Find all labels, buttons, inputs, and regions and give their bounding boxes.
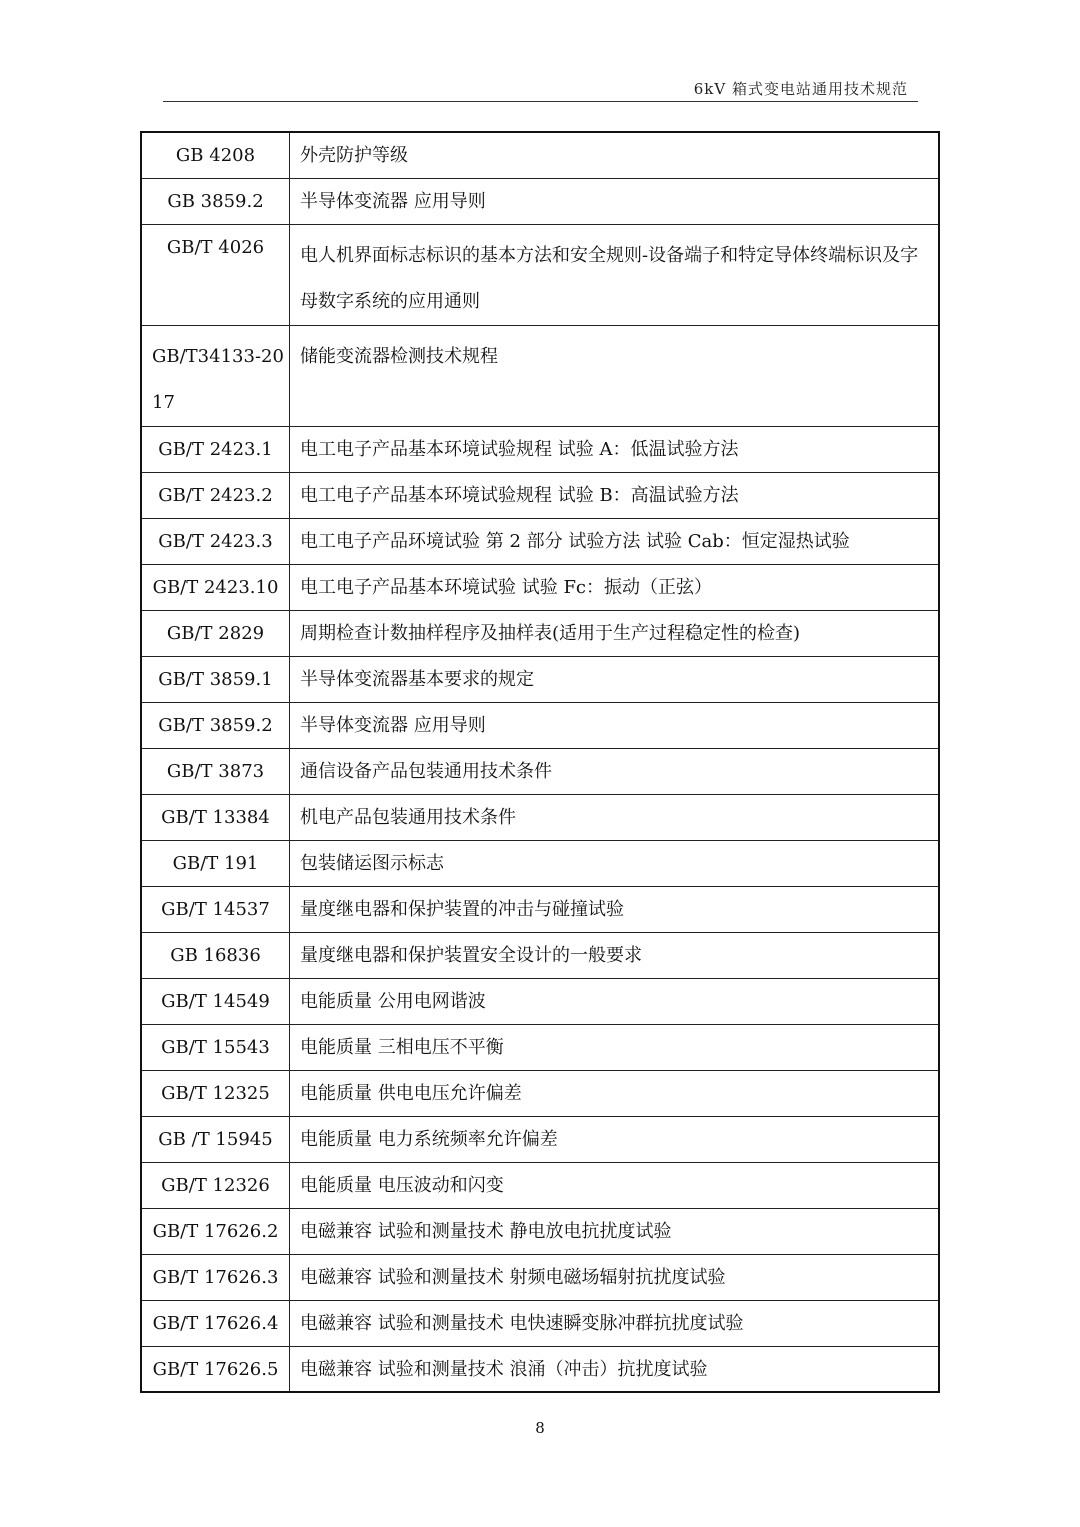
standard-title: 外壳防护等级 [290, 132, 940, 178]
standard-title: 电磁兼容 试验和测量技术 射频电磁场辐射抗扰度试验 [290, 1254, 940, 1300]
standard-title: 电工电子产品环境试验 第 2 部分 试验方法 试验 Cab：恒定湿热试验 [290, 518, 940, 564]
standard-code: GB/T 17626.5 [141, 1346, 290, 1392]
standard-code: GB/T 13384 [141, 794, 290, 840]
standard-title: 电工电子产品基本环境试验规程 试验 B：高温试验方法 [290, 472, 940, 518]
standard-title: 电能质量 三相电压不平衡 [290, 1024, 940, 1070]
table-row [141, 224, 939, 325]
standards-table [140, 131, 940, 1393]
standard-title: 电能质量 电压波动和闪变 [290, 1162, 940, 1208]
standard-title: 电能质量 供电电压允许偏差 [290, 1070, 940, 1116]
standard-code: GB 4208 [141, 132, 290, 178]
standard-title: 量度继电器和保护装置安全设计的一般要求 [290, 932, 940, 978]
standard-code: GB/T 12326 [141, 1162, 290, 1208]
standard-code: GB/T 4026 [141, 224, 290, 325]
standard-code: GB/T 3859.2 [141, 702, 290, 748]
table-row [141, 1070, 939, 1116]
standard-title: 电磁兼容 试验和测量技术 浪涌（冲击）抗扰度试验 [290, 1346, 940, 1392]
standard-code: GB/T34133-2017 [141, 325, 290, 426]
standard-title: 包装储运图示标志 [290, 840, 940, 886]
table-row [141, 748, 939, 794]
standard-title: 电能质量 电力系统频率允许偏差 [290, 1116, 940, 1162]
standard-title: 电磁兼容 试验和测量技术 静电放电抗扰度试验 [290, 1208, 940, 1254]
table-row [141, 886, 939, 932]
standard-code: GB/T 2423.3 [141, 518, 290, 564]
standard-title: 电磁兼容 试验和测量技术 电快速瞬变脉冲群抗扰度试验 [290, 1300, 940, 1346]
table-row [141, 794, 939, 840]
table-row [141, 1162, 939, 1208]
standard-title: 电工电子产品基本环境试验 试验 Fc：振动（正弦） [290, 564, 940, 610]
header-divider [163, 101, 918, 102]
standard-title: 半导体变流器 应用导则 [290, 178, 940, 224]
table-row [141, 702, 939, 748]
table-row [141, 178, 939, 224]
standard-code: GB/T 191 [141, 840, 290, 886]
table-row [141, 978, 939, 1024]
page-number: 8 [535, 1419, 545, 1437]
standard-title: 周期检查计数抽样程序及抽样表(适用于生产过程稳定性的检查) [290, 610, 940, 656]
standard-code: GB/T 14537 [141, 886, 290, 932]
standard-title: 量度继电器和保护装置的冲击与碰撞试验 [290, 886, 940, 932]
standard-code: GB 16836 [141, 932, 290, 978]
standard-title: 机电产品包装通用技术条件 [290, 794, 940, 840]
table-row [141, 932, 939, 978]
table-row [141, 1116, 939, 1162]
table-row [141, 518, 939, 564]
standard-code: GB/T 2423.1 [141, 426, 290, 472]
standard-code: GB /T 15945 [141, 1116, 290, 1162]
table-row [141, 1208, 939, 1254]
table-row [141, 1300, 939, 1346]
table-row [141, 610, 939, 656]
running-header-title: 6kV 箱式变电站通用技术规范 [693, 80, 908, 98]
table-row [141, 1024, 939, 1070]
table-row [141, 132, 939, 178]
table-row [141, 472, 939, 518]
standard-code: GB/T 2829 [141, 610, 290, 656]
standard-code: GB/T 2423.2 [141, 472, 290, 518]
standard-code: GB/T 17626.3 [141, 1254, 290, 1300]
standard-title: 电工电子产品基本环境试验规程 试验 A：低温试验方法 [290, 426, 940, 472]
standard-title: 半导体变流器 应用导则 [290, 702, 940, 748]
table-row [141, 426, 939, 472]
standard-title: 储能变流器检测技术规程 [290, 325, 940, 426]
standard-code: GB/T 17626.4 [141, 1300, 290, 1346]
table-row [141, 656, 939, 702]
standard-code: GB/T 15543 [141, 1024, 290, 1070]
standard-code: GB/T 2423.10 [141, 564, 290, 610]
standard-code: GB/T 14549 [141, 978, 290, 1024]
standard-code: GB/T 3873 [141, 748, 290, 794]
standard-title: 半导体变流器基本要求的规定 [290, 656, 940, 702]
standard-title: 通信设备产品包装通用技术条件 [290, 748, 940, 794]
table-row [141, 1254, 939, 1300]
standard-title: 电能质量 公用电网谐波 [290, 978, 940, 1024]
standard-code: GB/T 3859.1 [141, 656, 290, 702]
standard-title: 电人机界面标志标识的基本方法和安全规则-设备端子和特定导体终端标识及字母数字系统的应用通则 [290, 224, 940, 325]
table-row [141, 840, 939, 886]
standard-code: GB/T 17626.2 [141, 1208, 290, 1254]
table-row [141, 325, 939, 426]
table-row [141, 564, 939, 610]
table-row [141, 1346, 939, 1392]
standard-code: GB/T 12325 [141, 1070, 290, 1116]
standard-code: GB 3859.2 [141, 178, 290, 224]
